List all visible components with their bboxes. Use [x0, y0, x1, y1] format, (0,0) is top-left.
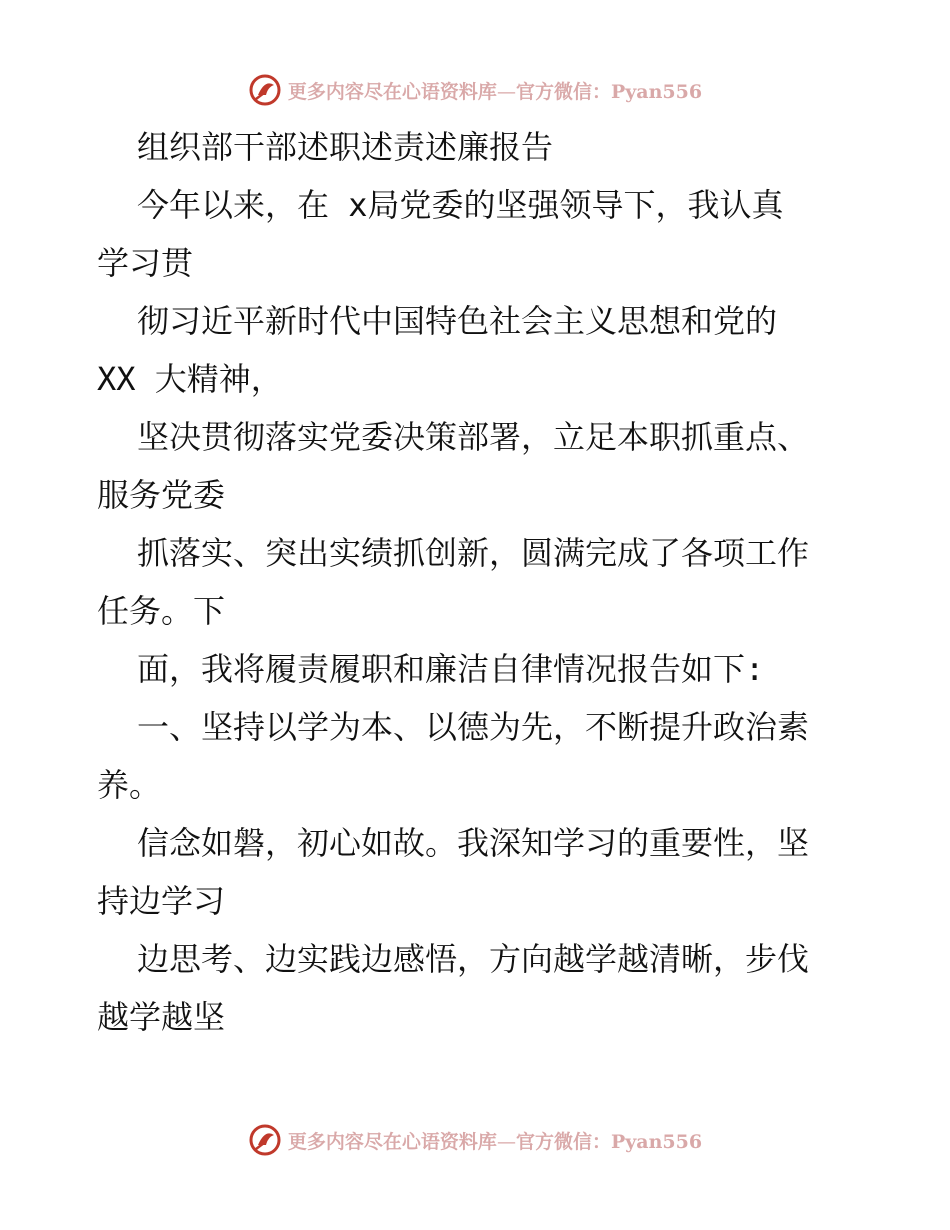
document-title: 组织部干部述职述责述廉报告: [137, 128, 554, 166]
paragraph-line: 学习贯: [97, 244, 194, 282]
section-heading-cont: 养。: [97, 766, 162, 804]
watermark-text: 更多内容尽在心语资料库—官方微信：Pyan556: [287, 1130, 703, 1153]
document-body: [97, 118, 857, 1046]
watermark-text: 更多内容尽在心语资料库—官方微信：Pyan556: [287, 80, 703, 103]
header-watermark: [0, 68, 950, 112]
paragraph-line: 任务。下: [97, 592, 226, 630]
footer-watermark: [0, 1118, 950, 1162]
paragraph-line: 抓落实、突出实绩抓创新，圆满完成了各项工作: [137, 534, 810, 572]
paragraph-line: 坚决贯彻落实党委决策部署，立足本职抓重点、: [137, 418, 810, 456]
paragraph-line: 越学越坚: [97, 998, 226, 1036]
paragraph-line: 信念如磐，初心如故。我深知学习的重要性，坚: [137, 824, 810, 862]
paragraph-line: 持边学习: [97, 882, 226, 920]
paragraph-line: 服务党委: [97, 476, 226, 514]
brand-logo-icon: [248, 73, 282, 107]
paragraph-line: 今年以来，在 x局党委的坚强领导下，我认真: [137, 186, 784, 224]
brand-logo-icon: [248, 1123, 282, 1157]
paragraph-line: 面，我将履责履职和廉洁自律情况报告如下:: [137, 650, 765, 688]
paragraph-line: XX 大精神，: [97, 360, 283, 398]
paragraph-line: 边思考、边实践边感悟，方向越学越清晰，步伐: [137, 940, 810, 978]
paragraph-line: 彻习近平新时代中国特色社会主义思想和党的: [137, 302, 778, 340]
section-heading: 一、坚持以学为本、以德为先，不断提升政治素: [137, 708, 810, 746]
